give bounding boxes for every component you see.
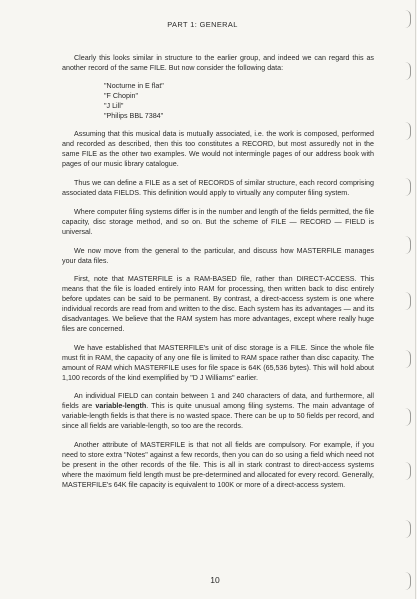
- binder-ring-holes: [395, 0, 417, 599]
- paragraph: We have established that MASTERFILE's unit of disc storage is a FILE. Since the whole file must fit in RAM, the capacity of any one file is limited to RAM space rather than disc capacity. The amount of RAM which MASTERFILE uses for file space is 64K (65,536 bytes). This will hold about 1,100 records of the kind exemplified by "D J Williams" earlier.: [62, 343, 374, 382]
- paragraph: [62, 392, 374, 432]
- running-header: PART 1: GENERAL: [167, 20, 238, 29]
- body-text: [62, 54, 374, 500]
- quote-line: "J Lill": [104, 101, 124, 110]
- paragraph: Another attribute of MASTERFILE is that not all fields are compulsory. For example, if you need to store extra "Notes" against a few records, then you can do so using a field which need not be present in the other records of the file. This is all in stark contrast to direct-access systems where the maximum field length must be pre-determined and allocated for every record. Generally, MASTERFILE's 64K file capacity is equivalent to 100K or more of a direct-access system.: [62, 441, 374, 489]
- quote-line: "Nocturne in E flat": [104, 81, 164, 90]
- music-record-example: [104, 82, 374, 122]
- paragraph: First, note that MASTERFILE is a RAM-BASED file, rather than DIRECT-ACCESS. This means that the file is loaded entirely into RAM for processing, then written back to disc entirely before updates can be said to be permanent. By contrast, a direct-access system is one where individual records are read from and written to the disc. Each system has its advantages — and its disadvantages. We believe that the RAM system has more advantages, except where really huge files are concerned.: [62, 275, 374, 333]
- paragraph: Thus we can define a FILE as a set of RECORDS of similar structure, each record comprising associated data FIELDS. This definition would apply to virtually any computer filing system.: [62, 179, 374, 197]
- page-number: 10: [210, 575, 220, 585]
- bold-term: variable-length: [95, 402, 147, 411]
- paragraph: Assuming that this musical data is mutually associated, i.e. the work is composed, performed and recorded as described, then this too constitutes a RECORD, but most assuredly not in the same FILE as the other two examples. We would not intermingle pages of our address book with pages of our music library catalogue.: [62, 130, 374, 169]
- text-run: An individual FIELD can contain between 1 and 240 characters of data, and furthermore, all fields are: [62, 392, 374, 411]
- paragraph: Where computer filing systems differ is in the number and length of the fields permitted, the file capacity, disc storage method, and so on. But the scheme of FILE — RECORD — FIELD is universal.: [62, 207, 374, 236]
- quote-line: "Philips BBL 7384": [104, 111, 164, 120]
- quote-line: "F Chopin": [104, 91, 139, 100]
- paragraph: Clearly this looks similar in structure to the earlier group, and indeed we can regard this as another record of the same FILE. But now consider the following data:: [62, 54, 374, 72]
- text-run: . This is quite unusual among filing systems. The main advantage of variable-length fields is that there is no wasted space. There can be up to 50 fields per record, and since all fields are variable-length, so too are the records.: [62, 402, 374, 431]
- paragraph: We now move from the general to the particular, and discuss how MASTERFILE manages your data files.: [62, 246, 374, 265]
